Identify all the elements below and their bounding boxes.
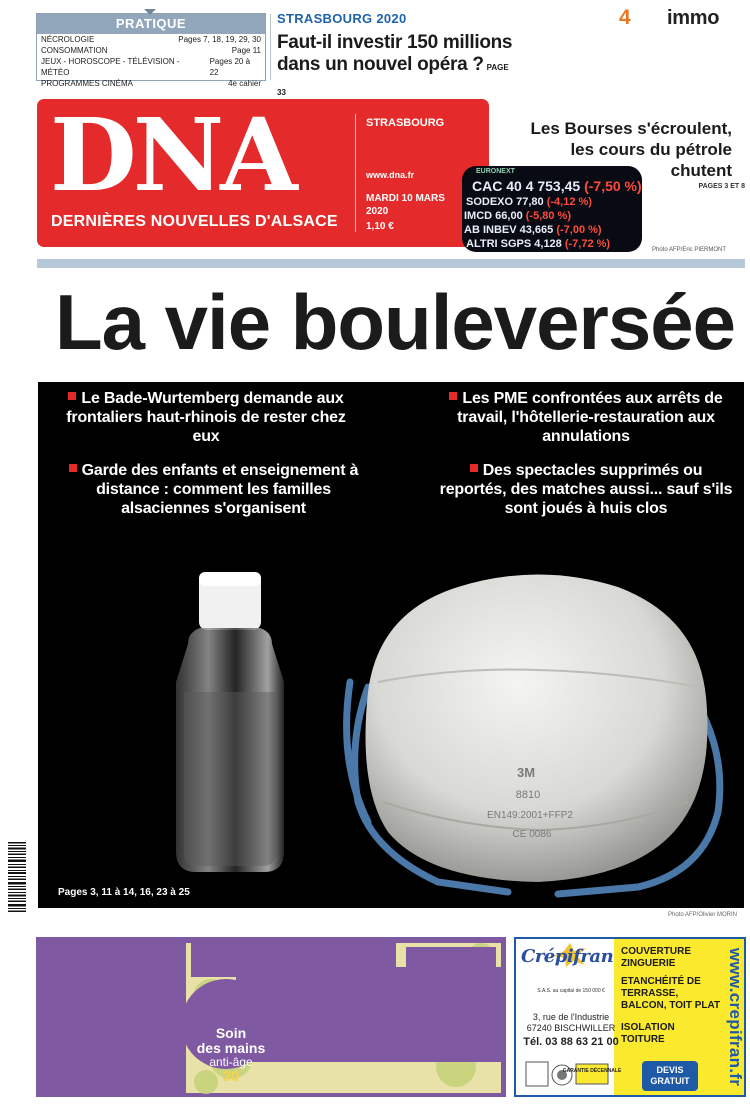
bullet-square-icon	[68, 392, 76, 400]
ticker-value: 66,00	[495, 210, 523, 222]
bullet-item[interactable]	[56, 389, 356, 446]
pratique-row[interactable]	[37, 78, 265, 89]
pratique-row[interactable]	[37, 56, 265, 78]
bullet-item[interactable]	[56, 461, 371, 518]
ticker-change: (-5,80 %)	[525, 210, 572, 222]
section-separator	[37, 259, 745, 268]
badge-label: GARANTIE DÉCENNALE	[562, 1068, 622, 1074]
bullet-square-icon	[470, 464, 478, 472]
mask-print: EN149:2001+FFP2	[487, 810, 573, 821]
devis-gratuit-button[interactable]: DEVIS GRATUIT	[642, 1061, 698, 1091]
main-headline[interactable]: La vie bouleversée	[54, 278, 736, 366]
pratique-row-label: JEUX - HOROSCOPE - TÉLÉVISION - MÉTÉO	[41, 57, 180, 77]
bourses-headline[interactable]: Les Bourses s'écroulent, les cours du pétrole chutent	[530, 119, 732, 180]
masthead-divider	[355, 114, 356, 232]
photo-credit: Photo AFP/Olivier MORIN	[668, 912, 738, 918]
bourses-page-ref: PAGES 3 ET 8	[698, 183, 745, 190]
ticker-row	[472, 178, 672, 194]
pratique-row-value: 4e cahier	[228, 79, 261, 88]
bullet-text: Garde des enfants et enseignement à distance : comment les familles alsaciennes s'organisent	[81, 462, 359, 517]
ad-crepifran-service: ETANCHÉITÉ DE TERRASSE, BALCON, TOIT PLAT	[621, 976, 721, 1011]
ticker-change: (-7,50 %)	[584, 178, 642, 194]
ad-hand-cream-title: des mains	[196, 1040, 266, 1056]
ticker-change: (-7,72 %)	[564, 238, 611, 250]
immo-label[interactable]: immo	[667, 7, 720, 29]
issue-date: MARDI 10 MARS 2020	[366, 193, 445, 217]
pratique-row-value: Pages 7, 18, 19, 29, 30	[178, 35, 261, 44]
pratique-row[interactable]	[37, 34, 265, 45]
bullet-item[interactable]	[436, 389, 736, 446]
bullet-item[interactable]	[436, 461, 736, 518]
ad-hand-cream-art	[36, 937, 506, 1097]
ticker-row	[464, 210, 664, 222]
mask-print: 3M	[516, 765, 536, 780]
teaser-headline-text: Faut-il investir 150 millions dans un nouvel opéra ?	[277, 32, 513, 75]
barcode	[6, 842, 28, 914]
immo-number[interactable]: 4	[619, 6, 631, 29]
ticker-change: (-4,12 %)	[546, 196, 592, 208]
bourses-photo-credit: Photo AFP/Eric PIERMONT	[652, 247, 727, 253]
ticker-value: 4 753,45	[525, 178, 581, 194]
issue-price: 1,10 €	[366, 221, 394, 232]
pratique-row-label: CONSOMMATION	[41, 46, 108, 55]
ticker-value: 77,80	[516, 196, 544, 208]
pratique-title: PRATIQUE	[37, 14, 265, 34]
ticker-name: IMCD	[464, 210, 493, 222]
ad-crepifran-service: COUVERTURE ZINGUERIE	[621, 946, 692, 969]
bullet-text: Les PME confrontées aux arrêts de travail, l'hôtellerie-restauration aux annulations	[457, 390, 723, 445]
ticker-row	[464, 224, 664, 236]
crepifran-logo: Crépifran	[521, 946, 614, 967]
pratique-notch	[144, 9, 156, 15]
ad-crepifran-capital: S.A.S. au capital de 150 000 €	[537, 988, 605, 994]
ticker-name: CAC 40	[472, 178, 522, 194]
masthead-subtitle: DERNIÈRES NOUVELLES D'ALSACE	[51, 213, 338, 230]
stock-ticker-photo	[462, 166, 642, 252]
dna-logo[interactable]: DNA	[50, 96, 294, 214]
mask-print: CE 0086	[512, 829, 552, 840]
ad-crepifran-service: ISOLATION TOITURE	[621, 1022, 675, 1045]
pratique-row-label: NÉCROLOGIE	[41, 35, 95, 44]
photo-page-ref: Pages 3, 11 à 14, 16, 23 à 25	[58, 887, 190, 898]
ticker-name: SODEXO	[466, 196, 514, 208]
ad-hand-cream-subtitle: anti-âge	[209, 1055, 253, 1069]
ticker-name: ALTRI SGPS	[466, 238, 532, 250]
ticker-row	[466, 238, 666, 250]
teaser-divider	[270, 14, 271, 80]
ticker-row	[466, 196, 666, 208]
pratique-box	[36, 13, 266, 88]
masthead	[37, 96, 489, 247]
crepifran-certification-badges	[524, 1060, 622, 1090]
teaser-page-ref: PAGE 33	[277, 63, 509, 97]
ticker-change: (-7,00 %)	[556, 224, 602, 236]
bullet-text: Des spectacles supprimés ou reportés, des matches aussi... sauf s'ils sont joués à huis clos	[439, 462, 733, 517]
ad-crepifran-url[interactable]: www.crepifran.fr	[726, 947, 745, 1087]
cover-photo	[38, 382, 744, 908]
pratique-row[interactable]	[37, 45, 265, 56]
sanitizer-bottle	[176, 572, 284, 872]
teaser-kicker: STRASBOURG 2020	[277, 11, 407, 26]
ad-crepifran-phone[interactable]: Tél. 03 88 63 21 00	[523, 1036, 619, 1048]
pratique-row-label: PROGRAMMES CINÉMA	[41, 79, 134, 88]
ad-hand-cream[interactable]	[36, 937, 506, 1097]
bullet-square-icon	[449, 392, 457, 400]
pratique-row-value: Pages 20 à 22	[209, 57, 251, 77]
bullet-text: Le Bade-Wurtemberg demande aux frontaliers haut-rhinois de rester chez eux	[66, 390, 346, 445]
website-url[interactable]: www.dna.fr	[366, 170, 415, 180]
ad-hand-cream-title: Soin	[215, 1025, 247, 1041]
ticker-name: AB INBEV	[464, 224, 517, 236]
ticker-value: 43,665	[519, 224, 554, 236]
teaser-headline[interactable]	[277, 32, 517, 104]
edition-name: STRASBOURG	[366, 117, 445, 129]
ticker-exchange: EURONEXT	[476, 168, 515, 175]
mask-print: 8810	[515, 789, 541, 801]
pratique-row-value: Page 11	[231, 46, 261, 55]
ad-hand-cream-number: 30	[222, 1068, 240, 1085]
ticker-value: 4,128	[534, 238, 562, 250]
bullet-square-icon	[69, 464, 77, 472]
ad-crepifran-address: 3, rue de l'Industrie 67240 BISCHWILLER	[526, 1012, 616, 1033]
